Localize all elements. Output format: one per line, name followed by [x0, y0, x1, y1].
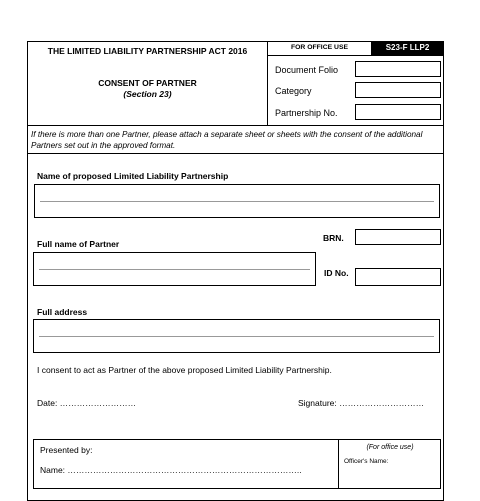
partnership-no-field[interactable] [355, 104, 441, 120]
category-field[interactable] [355, 82, 441, 98]
partner-name-field[interactable] [33, 252, 316, 286]
section-reference: (Section 23) [123, 89, 172, 99]
form-code: S23-F LLP2 [385, 43, 430, 52]
office-use-label: FOR OFFICE USE [290, 44, 349, 51]
form-title: CONSENT OF PARTNER [98, 78, 197, 88]
office-use-header [267, 41, 372, 56]
office-use-box-title: (For office use) [366, 444, 414, 451]
partnership-no-label: Partnership No. [275, 108, 338, 118]
date-line[interactable]: Date: ……………………… [37, 398, 137, 408]
brn-label: BRN. [323, 233, 344, 243]
consent-statement: I consent to act as Partner of the above proposed Limited Liability Partnership. [37, 365, 332, 375]
instruction-text: If there is more than one Partner, please attach a separate sheet or sheets with the consent of the additional Partners set out in the approved format. [31, 130, 423, 150]
act-title: THE LIMITED LIABILITY PARTNERSHIP ACT 2016 [47, 46, 248, 56]
instruction-row [27, 125, 444, 154]
category-label: Category [275, 86, 312, 96]
llp-name-label: Name of proposed Limited Liability Partnership [37, 171, 229, 181]
document-folio-label: Document Folio [275, 65, 339, 75]
presented-by-label: Presented by: [40, 445, 93, 455]
partner-name-label: Full name of Partner [37, 239, 120, 249]
address-label: Full address [37, 307, 88, 317]
document-folio-field[interactable] [355, 61, 441, 77]
address-field[interactable] [33, 319, 440, 353]
brn-field[interactable] [355, 229, 441, 245]
id-field[interactable] [355, 268, 441, 286]
id-label: ID No. [324, 268, 349, 278]
signature-line[interactable]: Signature: ………………………… [298, 398, 425, 408]
llp-name-field[interactable] [34, 184, 440, 218]
officer-name-label: Officer's Name: [344, 458, 389, 465]
header-title-cell [27, 41, 268, 126]
presented-name-line[interactable]: Name: ……………………………………………………………………….. [40, 465, 302, 475]
form-code-badge [371, 41, 444, 56]
